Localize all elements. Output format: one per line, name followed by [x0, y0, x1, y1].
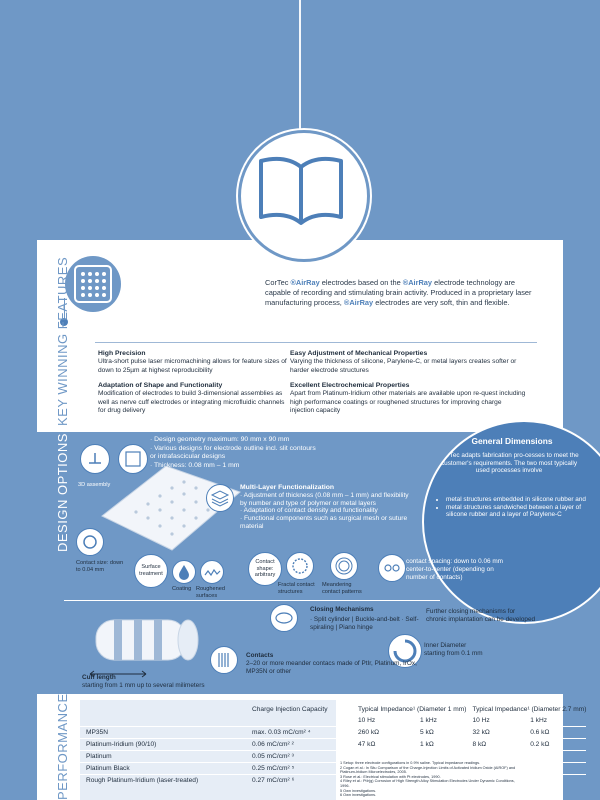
label-further-mechanisms: Further closing mechanisms for chronic implantation can be developed	[426, 608, 536, 623]
multilayer-item: · Adaptation of contact density and functionality	[240, 507, 378, 515]
feature-title: Excellent Electrochemical Properties	[290, 382, 410, 389]
cic-cell: 0.25 mC/cm² ⁵	[246, 763, 352, 775]
material-cell: Platinum Black	[80, 763, 246, 775]
label-contacts-text: 2–20 or more meander contacs made of PtIr, Platinum, IrOx, MP35N or other	[246, 660, 417, 675]
divider-white	[64, 600, 440, 601]
material-cell: MP35N	[80, 727, 246, 739]
imp-cell: 1 kΩ	[414, 739, 466, 751]
general-dimensions-list	[430, 496, 596, 519]
label-surface-treatment: Surface treatment	[139, 564, 163, 577]
brand-airray: ®AirRay	[343, 298, 374, 307]
multilayer-item: · Adjustment of thickness (0.08 mm – 1 mm) and flexibility by number and type of polymer or metal layers	[240, 491, 409, 507]
label-coating: Coating	[172, 586, 192, 592]
multilayer-item-text: Functional components such as surgical mesh or suture material	[240, 515, 408, 530]
imp-cell: 0.6 kΩ	[524, 727, 586, 739]
electrode-array-icon-badge	[65, 256, 121, 312]
header-cic: Charge Injection Capacity	[252, 705, 328, 713]
intro-text: electrode technology are capable of recording and stimulating brain activity. Produced in a proprietary laser manufacturing process,	[265, 278, 532, 307]
contacts-icon	[210, 646, 238, 674]
feature-text: Apart from Platinum-Iridium other materials are available upon re-quest including high performance coatings or roughened structures for improving charge injection capacity	[290, 390, 526, 415]
imp-cell: 5 kΩ	[414, 727, 466, 739]
layers-icon	[206, 484, 234, 512]
dimension-item: · Thickness: 0.08 mm – 1 mm	[150, 461, 240, 469]
cic-cell: 0.27 mC/cm² ⁶	[246, 775, 352, 787]
brand-airray: ®AirRay	[402, 278, 433, 287]
label-3d-assembly: 3D assembly	[78, 482, 111, 488]
label-contacts-title: Contacts	[246, 652, 274, 659]
intro-text: CorTec	[265, 278, 291, 287]
cic-cell: max. 0.03 mC/cm² ⁴	[246, 727, 352, 739]
closing-icon	[270, 604, 298, 632]
footnote: 3 Rose et al.: Electrical stimulation with Pt electrodes, 1990.	[340, 774, 441, 779]
section-design-options: DESIGN OPTIONS	[55, 433, 70, 552]
feature-text: Ultra-short pulse laser micromachining allows for feature sizes of down to 25µm at highest reproducibility	[98, 358, 287, 374]
label-cuff-title: Cuff length	[82, 674, 116, 681]
dimension-item: · Design geometry maximum: 90 mm x 90 mm	[150, 436, 290, 443]
label-closing-title: Closing Mechanisms	[310, 606, 374, 613]
freq-cell: 10 Hz	[472, 717, 490, 724]
feature-title: Adaptation of Shape and Functionality	[98, 382, 223, 389]
label-inner-text: starting from 0.1 mm	[424, 650, 483, 657]
cic-cell: 0.05 mC/cm² ³	[246, 751, 352, 763]
surface-treatment-badge	[134, 554, 168, 588]
electrode-array-icon	[73, 264, 113, 304]
footnote: 5 Own investigations.	[340, 788, 377, 793]
multilayer-item-text: Adjustment of thickness (0.08 mm – 1 mm) and flexibility by number and type of polymer or metal layers	[240, 491, 409, 507]
multilayer-item: · Functional components such as surgical mesh or suture material	[240, 515, 408, 530]
intro-text: electrodes are very soft, thin and flexible.	[373, 298, 510, 307]
feature-text: Modification of electrodes to build 3-dimensional assemblies as well as nerve cuff electrodes or integrating microfluidic channels for drug delivery	[98, 390, 285, 415]
imp-cell: 32 kΩ	[466, 727, 524, 739]
material-cell: Platinum-Iridium (90/10)	[80, 739, 246, 751]
label-contact-size: Contact size: down to 0.04 mm	[76, 560, 124, 573]
brand-airray: ®AirRay	[290, 278, 320, 287]
multilayer-block	[240, 484, 410, 531]
contact-shape-badge	[248, 552, 282, 586]
freq-cell: 10 Hz	[358, 717, 376, 724]
label-roughened: Roughened surfaces	[196, 586, 225, 599]
label-contact-spacing: contact spacing: down to 0.06 mm center-to-center (depending on number of contacts)	[406, 558, 503, 581]
section-key-features: KEY WINNING FEATURES	[55, 256, 70, 426]
footnote: 4 Riley et al.: PtIr(g) Corrosion of High Strength Alloy Stimulation Electrodes Under Dynamic Conditions, 1996.	[340, 779, 515, 788]
material-cell: Rough Platinum-Iridium (laser-treated)	[80, 775, 246, 787]
imp-cell: 0.2 kΩ	[524, 739, 586, 751]
footnote: 1 Setup: three electrode configurations in 0.9% saline. Typical impedance readings.	[340, 761, 481, 765]
freq-cell: 1 kHz	[420, 717, 437, 724]
label-meander: Meandering contact patterns	[322, 582, 362, 595]
general-dimensions-item: • metal structures sandwiched between a layer of silicone rubber and a layer of Parylene-C	[446, 504, 596, 519]
label-contact-shape: Contact shape: arbitrary	[254, 559, 276, 579]
freq-cell: 1 kHz	[530, 717, 548, 724]
label-fractal: Fractal contact structures	[278, 582, 315, 595]
section-performance: PERFORMANCE	[55, 693, 70, 800]
footnotes	[340, 761, 520, 798]
table-row	[80, 727, 586, 739]
feature-text: Varying the thickness of silicone, Parylene-C, or metal layers creates softer or harder electrode structures	[290, 358, 517, 374]
general-dimensions-body: CorTec adapts fabrication pro-cesses to meet the customer's requirements. The two most typically used processes involve	[439, 452, 579, 475]
feature-electrochemical	[290, 382, 526, 416]
top-connector-line	[299, 0, 301, 140]
feature-title: Easy Adjustment of Mechanical Properties	[290, 350, 428, 357]
material-cell: Platinum	[80, 751, 246, 763]
cic-cell: 0.06 mC/cm² ²	[246, 739, 352, 751]
footnote: 2 Cogan et al.: In Situ Comparison of the Charge-Injection Limits of Activated Iridium Oxide (AIROF) and Platinum-Iridium Microelectrodes, 2005.	[340, 765, 516, 775]
feature-shape	[98, 382, 286, 416]
table-header	[80, 704, 586, 715]
multilayer-item-text: Adaptation of contact density and functionality	[243, 507, 378, 515]
table-freq-row	[80, 715, 586, 727]
header-imp1: Typical Impedance¹ (Diameter 1 mm)	[358, 705, 467, 713]
roughened-icon	[200, 560, 224, 584]
dimension-item: · Various designs for electrode outline incl. slit contours	[150, 444, 316, 452]
fractal-icon	[286, 552, 314, 580]
footnote: 6 Own investigations.	[340, 793, 377, 798]
header-imp2: Typical Impedance¹ (Diameter 2.7 mm)	[472, 705, 587, 713]
coating-icon	[172, 560, 196, 584]
intro-paragraph	[265, 278, 535, 308]
dimension-item: or intrafascicular designs	[150, 453, 226, 461]
contact-size-icon	[76, 528, 104, 556]
open-book-icon	[255, 151, 347, 231]
general-dimensions-item: • metal structures embedded in silicone rubber and	[446, 496, 596, 504]
meander-icon	[330, 552, 358, 580]
intro-text: electrodes based on the	[319, 278, 403, 287]
imp-cell: 8 kΩ	[466, 739, 524, 751]
label-cuff-text: starting from 1 mm up to several milimeters	[82, 682, 205, 689]
spacing-icon	[378, 554, 406, 582]
imp-cell: 47 kΩ	[352, 739, 414, 751]
label-closing-items: · Split cylinder | Buckle-and-belt · Self-spiraling | Piano hinge	[310, 616, 419, 631]
cuff-electrode-illustration	[88, 606, 200, 672]
table-row	[80, 739, 586, 751]
feature-high-precision	[98, 350, 288, 375]
general-dimensions-title: General Dimensions	[471, 436, 553, 446]
imp-cell: 260 kΩ	[352, 727, 414, 739]
divider	[95, 342, 537, 343]
label-inner-title: Inner Diameter	[424, 642, 467, 649]
multilayer-title: Multi-Layer Functionalization	[240, 484, 335, 491]
feature-mechanical	[290, 350, 530, 375]
feature-title: High Precision	[98, 350, 146, 357]
book-badge	[238, 130, 370, 262]
